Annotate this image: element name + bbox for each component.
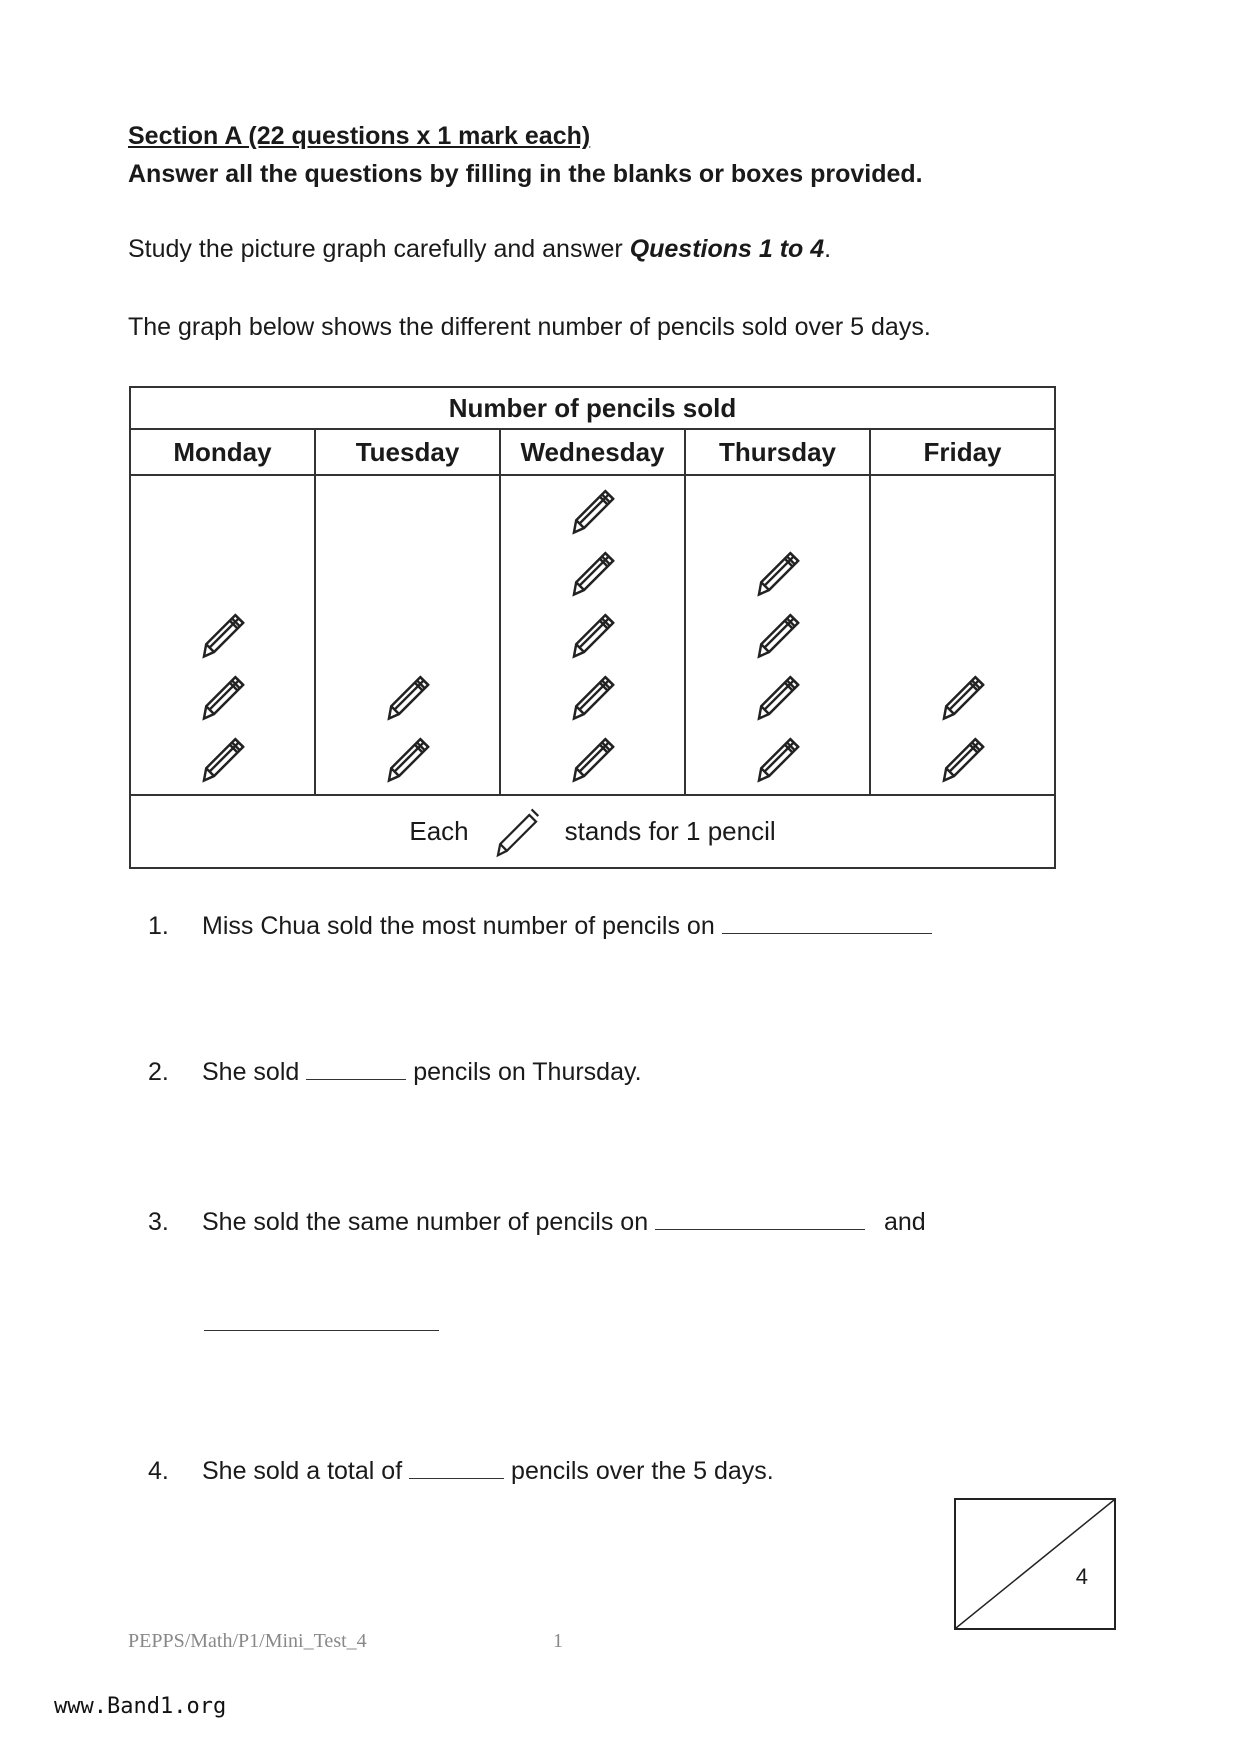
day-column-thursday — [685, 475, 870, 795]
footer-code: PEPPS/Math/P1/Mini_Test_4 — [128, 1630, 367, 1652]
graph-title: Number of pencils sold — [130, 387, 1055, 429]
day-column-wednesday — [500, 475, 685, 795]
day-column-tuesday — [315, 475, 500, 795]
marks-diagonal — [956, 1500, 1114, 1628]
question-text-after: and — [884, 1208, 926, 1236]
day-header-tuesday: Tuesday — [315, 429, 500, 475]
answer-blank[interactable] — [306, 1079, 406, 1080]
section-instruction: Answer all the questions by filling in the blanks or boxes provided. — [128, 160, 923, 188]
study-emphasis: Questions 1 to 4 — [629, 235, 825, 263]
section-heading: Section A (22 questions x 1 mark each) — [128, 122, 591, 150]
day-header-monday: Monday — [130, 429, 315, 475]
pencil-icon — [565, 728, 621, 786]
day-column-friday — [870, 475, 1055, 795]
graph-description: The graph below shows the different number of pencils sold over 5 days. — [128, 313, 931, 341]
question-3 — [148, 1208, 926, 1237]
pencil-icon — [195, 666, 251, 724]
key-suffix: stands for 1 pencil — [564, 816, 776, 846]
graph-key — [130, 795, 1055, 868]
pencil-stack — [131, 600, 314, 794]
pencil-stack — [501, 476, 684, 794]
day-header-wednesday: Wednesday — [500, 429, 685, 475]
pencil-stack — [686, 538, 869, 794]
site-url: www.Band1.org — [54, 1694, 227, 1719]
question-4 — [148, 1457, 774, 1486]
marks-total: 4 — [1075, 1564, 1088, 1589]
day-header-friday: Friday — [870, 429, 1055, 475]
answer-blank[interactable] — [722, 933, 932, 934]
question-number: 3. — [148, 1208, 169, 1236]
day-header-thursday: Thursday — [685, 429, 870, 475]
pencil-icon — [750, 604, 806, 662]
day-column-monday — [130, 475, 315, 795]
question-text-after: pencils over the 5 days. — [511, 1457, 774, 1485]
answer-blank[interactable] — [409, 1478, 504, 1479]
question-number: 2. — [148, 1058, 169, 1086]
pencil-icon — [565, 666, 621, 724]
question-number: 4. — [148, 1457, 169, 1485]
pencil-icon — [565, 480, 621, 538]
question-text: She sold — [202, 1058, 300, 1086]
pencil-icon — [489, 805, 545, 863]
question-text: She sold the same number of pencils on — [202, 1208, 649, 1236]
marks-box — [954, 1498, 1116, 1630]
pencil-icon — [750, 542, 806, 600]
question-text: She sold a total of — [202, 1457, 403, 1485]
pencil-icon — [565, 604, 621, 662]
question-text: Miss Chua sold the most number of pencils on — [202, 912, 715, 940]
page-number: 1 — [553, 1630, 563, 1652]
pencil-icon — [195, 604, 251, 662]
pencil-icon — [565, 542, 621, 600]
key-prefix: Each — [409, 816, 469, 846]
pencil-stack — [316, 662, 499, 794]
study-suffix: . — [824, 235, 832, 263]
question-text-after: pencils on Thursday. — [413, 1058, 642, 1086]
question-number: 1. — [148, 912, 169, 940]
pencil-icon — [380, 666, 436, 724]
pencil-icon — [750, 728, 806, 786]
pencil-icon — [750, 666, 806, 724]
pencil-icon — [935, 728, 991, 786]
question-2 — [148, 1058, 642, 1087]
picture-graph — [129, 386, 1056, 869]
study-prefix: Study the picture graph carefully and answer — [128, 235, 630, 263]
answer-blank[interactable] — [204, 1310, 439, 1331]
pencil-icon — [380, 728, 436, 786]
study-instruction — [128, 235, 831, 264]
pencil-stack — [871, 662, 1054, 794]
pencil-icon — [195, 728, 251, 786]
answer-blank[interactable] — [655, 1229, 865, 1230]
pencil-icon — [935, 666, 991, 724]
question-1 — [148, 912, 932, 941]
